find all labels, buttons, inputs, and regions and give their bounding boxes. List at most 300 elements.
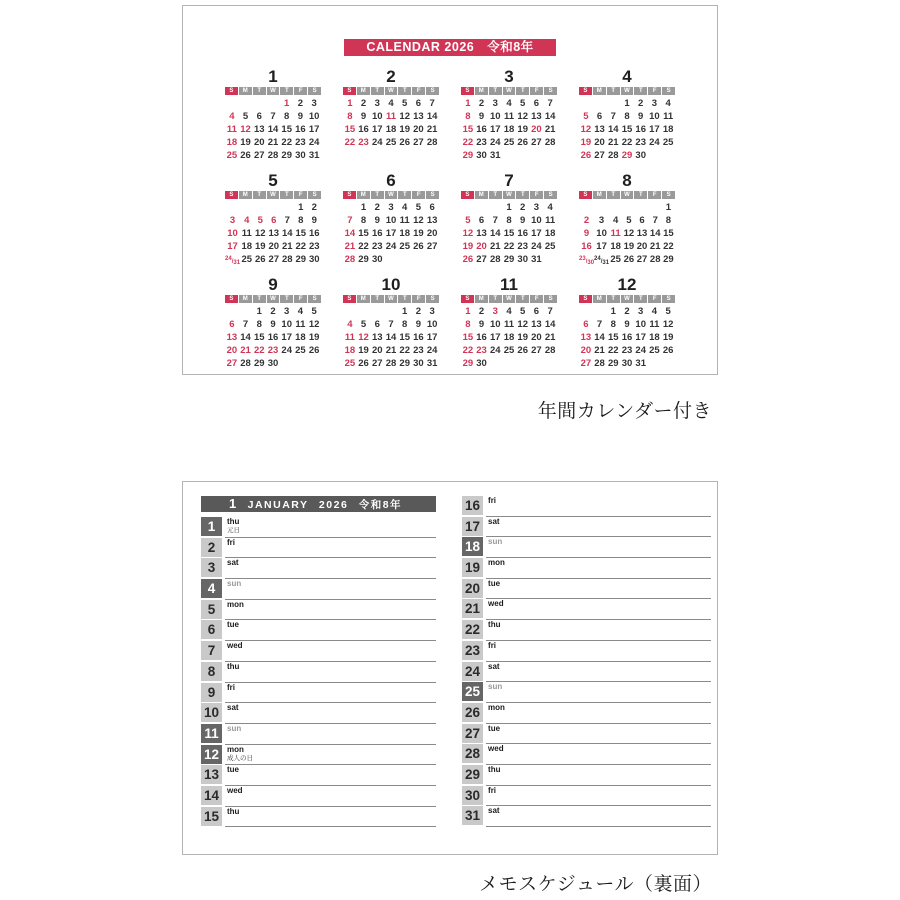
date-cell: 16 — [621, 332, 633, 343]
weekday-header-row — [579, 295, 675, 303]
date-cell — [384, 253, 398, 266]
date-cell: 8 — [465, 111, 471, 122]
date-cell: 9 — [520, 215, 526, 226]
date-cell: 21 — [489, 241, 501, 252]
sunday-header: S — [343, 191, 356, 199]
date-cell — [594, 253, 609, 266]
date-cell — [543, 253, 557, 266]
date-cell: 6 — [229, 319, 235, 330]
date-cell: 11 — [241, 228, 252, 239]
memo-day-weekday: wed — [227, 641, 243, 651]
month-10 — [343, 275, 439, 370]
weekday-header: W — [621, 87, 634, 95]
date-cell: 19 — [413, 228, 424, 239]
date-cell: 10 — [489, 111, 501, 122]
date-cell: 14 — [607, 124, 619, 135]
date-cell: 15 — [358, 228, 369, 239]
memo-day-row — [201, 724, 436, 745]
date-cell — [252, 97, 266, 110]
date-cell: 24 — [649, 137, 660, 148]
date-cell: 27 — [253, 150, 265, 161]
dates-grid — [579, 97, 675, 162]
memo-day-weekday: fri — [488, 496, 497, 505]
weekday-header-row — [225, 87, 321, 95]
date-cell: 25 — [241, 254, 253, 265]
date-cell — [648, 357, 662, 370]
date-cell: 14 — [544, 111, 556, 122]
date-cell: 14 — [385, 332, 397, 343]
date-cell: 17 — [385, 228, 397, 239]
memo-holiday-label: 元日 — [227, 527, 240, 534]
date-cell: 4 — [506, 98, 512, 109]
date-cell — [307, 357, 321, 370]
date-cell: 27 — [636, 254, 648, 265]
weekday-header: F — [294, 87, 307, 95]
date-cell: 11 — [649, 319, 660, 330]
date-cell: 21 — [344, 241, 356, 252]
month-5 — [225, 171, 321, 266]
date-cell: 23 — [267, 345, 279, 356]
weekday-header: T — [371, 295, 384, 303]
date-cell: 15 — [663, 228, 674, 239]
date-cell: 5 — [311, 306, 317, 317]
date-cell: 4 — [506, 306, 512, 317]
date-cell — [530, 357, 544, 370]
date-cell: 31 — [489, 150, 501, 161]
date-cell: 27 — [226, 358, 238, 369]
date-cell: 4 — [651, 306, 658, 317]
memo-year: 2026 — [318, 499, 349, 511]
weekday-header: S — [662, 295, 675, 303]
date-cell: 20 — [476, 241, 487, 252]
date-cell: 4 — [402, 202, 408, 213]
date-cell: 8 — [610, 319, 616, 330]
memo-schedule-card — [182, 481, 718, 855]
weekday-header-row — [579, 191, 675, 199]
date-cell: 20 — [636, 241, 648, 252]
date-cell: 9 — [270, 319, 276, 330]
date-cell: 6 — [415, 98, 422, 109]
dates-grid — [461, 97, 557, 162]
memo-day-content — [225, 517, 436, 538]
weekday-header: S — [544, 191, 557, 199]
date-cell: 3 — [492, 306, 498, 317]
date-cell: 31 — [635, 358, 646, 369]
memo-day-row — [201, 662, 436, 683]
date-cell: 21 — [240, 345, 251, 356]
date-cell: 20 — [268, 241, 280, 252]
date-cell: 17 — [531, 228, 542, 239]
date-cell: 19 — [623, 241, 635, 252]
date-cell: 18 — [344, 345, 356, 356]
memo-day-number: 23 — [462, 641, 483, 660]
memo-day-weekday: thu — [227, 517, 240, 526]
date-cell: 10 — [308, 111, 320, 122]
date-cell: 26 — [308, 345, 320, 356]
weekday-header: T — [398, 295, 411, 303]
date-cell: 9 — [297, 111, 304, 122]
weekday-header: M — [593, 191, 606, 199]
date-cell: 13 — [268, 228, 280, 239]
date-cell: 17 — [489, 124, 501, 135]
date-cell: 13 — [580, 332, 592, 343]
memo-day-number: 18 — [462, 537, 483, 556]
memo-day-number: 19 — [462, 558, 483, 577]
date-cell: 10 — [385, 215, 397, 226]
date-cell: 8 — [347, 111, 353, 122]
date-cell: 27 — [594, 150, 605, 161]
memo-day-content — [225, 600, 436, 621]
date-cell — [661, 149, 675, 162]
weekday-header: W — [385, 191, 398, 199]
date-cell: 5 — [583, 111, 589, 122]
date-cell: 21 — [267, 137, 279, 148]
date-cell: 14 — [240, 332, 251, 343]
memo-day-row — [201, 807, 436, 828]
weekday-header: T — [607, 191, 620, 199]
date-cell: 29 — [295, 254, 307, 265]
memo-day-weekday: sat — [227, 703, 239, 713]
date-cell: 16 — [358, 124, 369, 135]
memo-day-number: 3 — [201, 558, 222, 577]
date-bottom: 31 — [602, 260, 610, 266]
date-cell: 10 — [649, 111, 660, 122]
memo-day-number: 10 — [201, 703, 222, 722]
date-cell: 15 — [344, 124, 356, 135]
date-cell: 17 — [649, 124, 660, 135]
memo-day-number: 14 — [201, 786, 222, 805]
date-cell: 2 — [360, 98, 367, 109]
date-cell: 3 — [429, 306, 435, 317]
date-cell: 5 — [415, 202, 422, 213]
date-cell: 19 — [517, 332, 528, 343]
month-9 — [225, 275, 321, 370]
date-cell: 12 — [517, 111, 528, 122]
weekday-header: S — [308, 191, 321, 199]
date-cell: 19 — [399, 124, 410, 135]
year-calendar-card — [182, 5, 718, 375]
date-cell: 3 — [598, 215, 605, 226]
date-cell — [398, 253, 412, 266]
date-cell: 19 — [254, 241, 266, 252]
memo-day-row — [201, 600, 436, 621]
date-cell: 16 — [517, 228, 528, 239]
memo-day-number: 25 — [462, 682, 483, 701]
month-4 — [579, 67, 675, 162]
date-cell: 24 — [281, 345, 292, 356]
date-cell: 10 — [371, 111, 383, 122]
date-cell: 14 — [281, 228, 293, 239]
memo-day-weekday: thu — [488, 620, 501, 630]
date-slash: / — [600, 259, 603, 265]
date-cell: 10 — [596, 228, 607, 239]
memo-day-content — [486, 765, 711, 786]
date-cell: 4 — [388, 98, 394, 109]
date-cell: 25 — [544, 241, 556, 252]
memo-day-number: 26 — [462, 703, 483, 722]
date-cell: 1 — [284, 98, 290, 109]
date-cell: 25 — [503, 345, 515, 356]
date-cell — [239, 97, 253, 110]
date-cell — [579, 97, 593, 110]
memo-day-number: 7 — [201, 641, 222, 660]
date-cell: 24 — [308, 137, 320, 148]
date-cell: 15 — [253, 332, 265, 343]
date-cell: 8 — [665, 215, 672, 226]
date-cell: 30 — [476, 358, 487, 369]
date-cell: 27 — [531, 345, 542, 356]
memo-left-column — [201, 496, 436, 827]
date-cell: 17 — [227, 241, 238, 252]
date-cell: 1 — [624, 98, 630, 109]
date-cell: 15 — [462, 124, 474, 135]
date-cell — [593, 97, 607, 110]
date-cell — [225, 253, 240, 266]
memo-day-content — [486, 662, 711, 683]
date-cell: 3 — [284, 306, 290, 317]
date-cell: 3 — [533, 202, 540, 213]
date-cell: 19 — [662, 332, 674, 343]
sunday-header: S — [461, 191, 474, 199]
date-cell: 30 — [476, 150, 487, 161]
date-cell: 24 — [426, 345, 438, 356]
date-cell: 28 — [344, 254, 356, 265]
weekday-header: T — [516, 191, 529, 199]
date-cell: 20 — [531, 332, 542, 343]
memo-day-weekday: fri — [227, 537, 235, 547]
memo-day-content — [486, 744, 711, 765]
date-cell — [594, 201, 609, 214]
date-cell — [579, 201, 594, 214]
weekday-header: M — [475, 191, 488, 199]
date-cell: 5 — [520, 306, 526, 317]
date-cell: 16 — [476, 124, 487, 135]
caption-year-calendar: 年間カレンダー付き — [537, 401, 712, 422]
memo-day-number: 15 — [201, 807, 222, 826]
date-cell: 7 — [610, 111, 616, 122]
date-cell — [488, 357, 502, 370]
date-cell — [281, 201, 295, 214]
date-cell: 26 — [254, 254, 266, 265]
date-cell: 23 — [476, 137, 487, 148]
date-cell: 28 — [426, 137, 438, 148]
date-cell: 29 — [253, 358, 265, 369]
memo-day-content — [225, 641, 436, 662]
date-cell: 18 — [241, 241, 253, 252]
memo-day-weekday: sat — [488, 661, 500, 671]
date-cell: 17 — [635, 332, 646, 343]
weekday-header: M — [593, 87, 606, 95]
date-cell: 22 — [621, 137, 633, 148]
date-cell: 11 — [344, 332, 355, 343]
weekday-header: F — [294, 295, 307, 303]
date-cell: 4 — [613, 215, 619, 226]
date-cell: 31 — [531, 254, 542, 265]
date-cell: 9 — [311, 215, 317, 226]
date-cell — [649, 201, 662, 214]
date-cell: 27 — [476, 254, 487, 265]
memo-right-column — [462, 496, 711, 827]
date-cell — [516, 149, 530, 162]
sunday-header: S — [225, 295, 238, 303]
date-cell — [412, 253, 426, 266]
date-cell: 1 — [465, 98, 471, 109]
date-cell — [239, 305, 253, 318]
caption-memo-schedule: メモスケジュール（裏面） — [479, 874, 712, 895]
weekday-header: F — [294, 191, 307, 199]
memo-day-content — [225, 724, 436, 745]
date-cell — [461, 201, 475, 214]
sunday-header: S — [343, 295, 356, 303]
sunday-header: S — [461, 295, 474, 303]
date-cell: 21 — [607, 137, 619, 148]
memo-day-content — [225, 620, 436, 641]
date-cell: 26 — [517, 137, 528, 148]
date-cell: 19 — [308, 332, 320, 343]
date-cell: 24 — [371, 137, 383, 148]
month-2 — [343, 67, 439, 162]
date-cell — [343, 305, 357, 318]
date-cell: 31 — [308, 150, 320, 161]
date-cell: 18 — [399, 228, 410, 239]
date-cell: 20 — [531, 124, 542, 135]
date-cell: 18 — [295, 332, 306, 343]
memo-day-number: 5 — [201, 600, 222, 619]
date-cell: 10 — [531, 215, 542, 226]
memo-day-number: 28 — [462, 744, 483, 763]
date-cell: 13 — [426, 215, 438, 226]
date-cell: 7 — [347, 215, 353, 226]
memo-day-content — [225, 662, 436, 683]
date-cell — [370, 305, 384, 318]
memo-day-row — [462, 558, 711, 579]
weekday-header-row — [343, 295, 439, 303]
memo-day-weekday: wed — [227, 785, 243, 795]
date-cell — [609, 201, 622, 214]
memo-day-content — [486, 579, 711, 600]
date-cell: 25 — [503, 137, 515, 148]
date-cell: 25 — [649, 345, 660, 356]
month-number: 10 — [381, 275, 401, 294]
dates-grid — [461, 201, 557, 266]
date-cell: 8 — [360, 215, 367, 226]
date-cell: 1 — [506, 202, 512, 213]
date-cell: 20 — [226, 345, 238, 356]
date-cell: 8 — [256, 319, 262, 330]
date-cell: 3 — [638, 306, 644, 317]
date-cell: 29 — [621, 150, 633, 161]
weekday-header: S — [544, 87, 557, 95]
date-cell: 30 — [413, 358, 424, 369]
date-cell: 7 — [652, 215, 658, 226]
weekday-header: T — [253, 87, 266, 95]
date-cell — [579, 253, 594, 266]
memo-era: 令和8年 — [358, 499, 403, 511]
date-cell: 27 — [268, 254, 280, 265]
dates-grid — [343, 305, 439, 370]
date-cell: 27 — [371, 358, 383, 369]
date-cell: 11 — [226, 124, 237, 135]
memo-day-row — [462, 517, 711, 538]
date-cell: 20 — [594, 137, 605, 148]
date-cell: 7 — [547, 98, 553, 109]
month-3 — [461, 67, 557, 162]
date-cell: 9 — [624, 319, 630, 330]
date-cell: 26 — [399, 137, 410, 148]
date-cell: 3 — [492, 98, 498, 109]
date-cell: 2 — [415, 306, 422, 317]
memo-day-row — [201, 558, 436, 579]
memo-day-number: 12 — [201, 745, 222, 764]
date-cell: 24 — [489, 137, 501, 148]
date-cell: 17 — [426, 332, 438, 343]
date-cell: 12 — [662, 319, 674, 330]
date-cell — [593, 305, 607, 318]
date-cell: 24 — [531, 241, 542, 252]
date-cell — [661, 357, 675, 370]
memo-day-weekday: sat — [488, 806, 500, 816]
month-number: 9 — [268, 275, 278, 294]
date-cell: 14 — [267, 124, 279, 135]
date-cell: 6 — [639, 215, 645, 226]
date-cell: 19 — [517, 124, 528, 135]
date-slash: / — [585, 259, 588, 265]
dates-grid — [343, 97, 439, 149]
date-cell — [240, 201, 253, 214]
memo-day-weekday: sun — [488, 682, 503, 692]
date-cell: 19 — [462, 241, 474, 252]
date-cell: 18 — [649, 332, 660, 343]
memo-day-content — [486, 641, 711, 662]
date-cell — [488, 201, 502, 214]
date-cell — [225, 305, 239, 318]
date-cell — [579, 305, 593, 318]
memo-day-weekday: fri — [488, 785, 497, 795]
weekday-header: M — [357, 87, 370, 95]
date-cell: 10 — [489, 319, 501, 330]
weekday-header: W — [267, 295, 280, 303]
date-bottom: 30 — [587, 260, 595, 266]
date-cell: 13 — [594, 124, 605, 135]
weekday-header: F — [412, 87, 425, 95]
date-cell — [357, 305, 371, 318]
date-cell: 31 — [426, 358, 438, 369]
date-cell: 16 — [308, 228, 320, 239]
date-cell: 12 — [580, 124, 592, 135]
date-cell: 22 — [462, 137, 474, 148]
date-cell: 9 — [360, 111, 367, 122]
date-cell: 10 — [635, 319, 646, 330]
date-cell: 7 — [547, 306, 553, 317]
weekday-header-row — [343, 87, 439, 95]
date-cell: 30 — [267, 358, 279, 369]
date-cell: 2 — [297, 98, 304, 109]
date-cell: 9 — [415, 319, 422, 330]
date-cell: 11 — [295, 319, 306, 330]
date-cell: 30 — [371, 254, 383, 265]
weekday-header: F — [530, 87, 543, 95]
date-cell: 30 — [517, 254, 528, 265]
date-cell: 9 — [478, 319, 485, 330]
date-slash: / — [231, 259, 234, 265]
date-cell: 21 — [385, 345, 397, 356]
date-cell: 2 — [624, 306, 630, 317]
date-cell: 4 — [297, 306, 304, 317]
weekday-header: F — [648, 87, 661, 95]
weekday-header: T — [489, 191, 502, 199]
memo-days-16-31 — [462, 496, 711, 827]
date-top: 24 — [594, 256, 601, 262]
